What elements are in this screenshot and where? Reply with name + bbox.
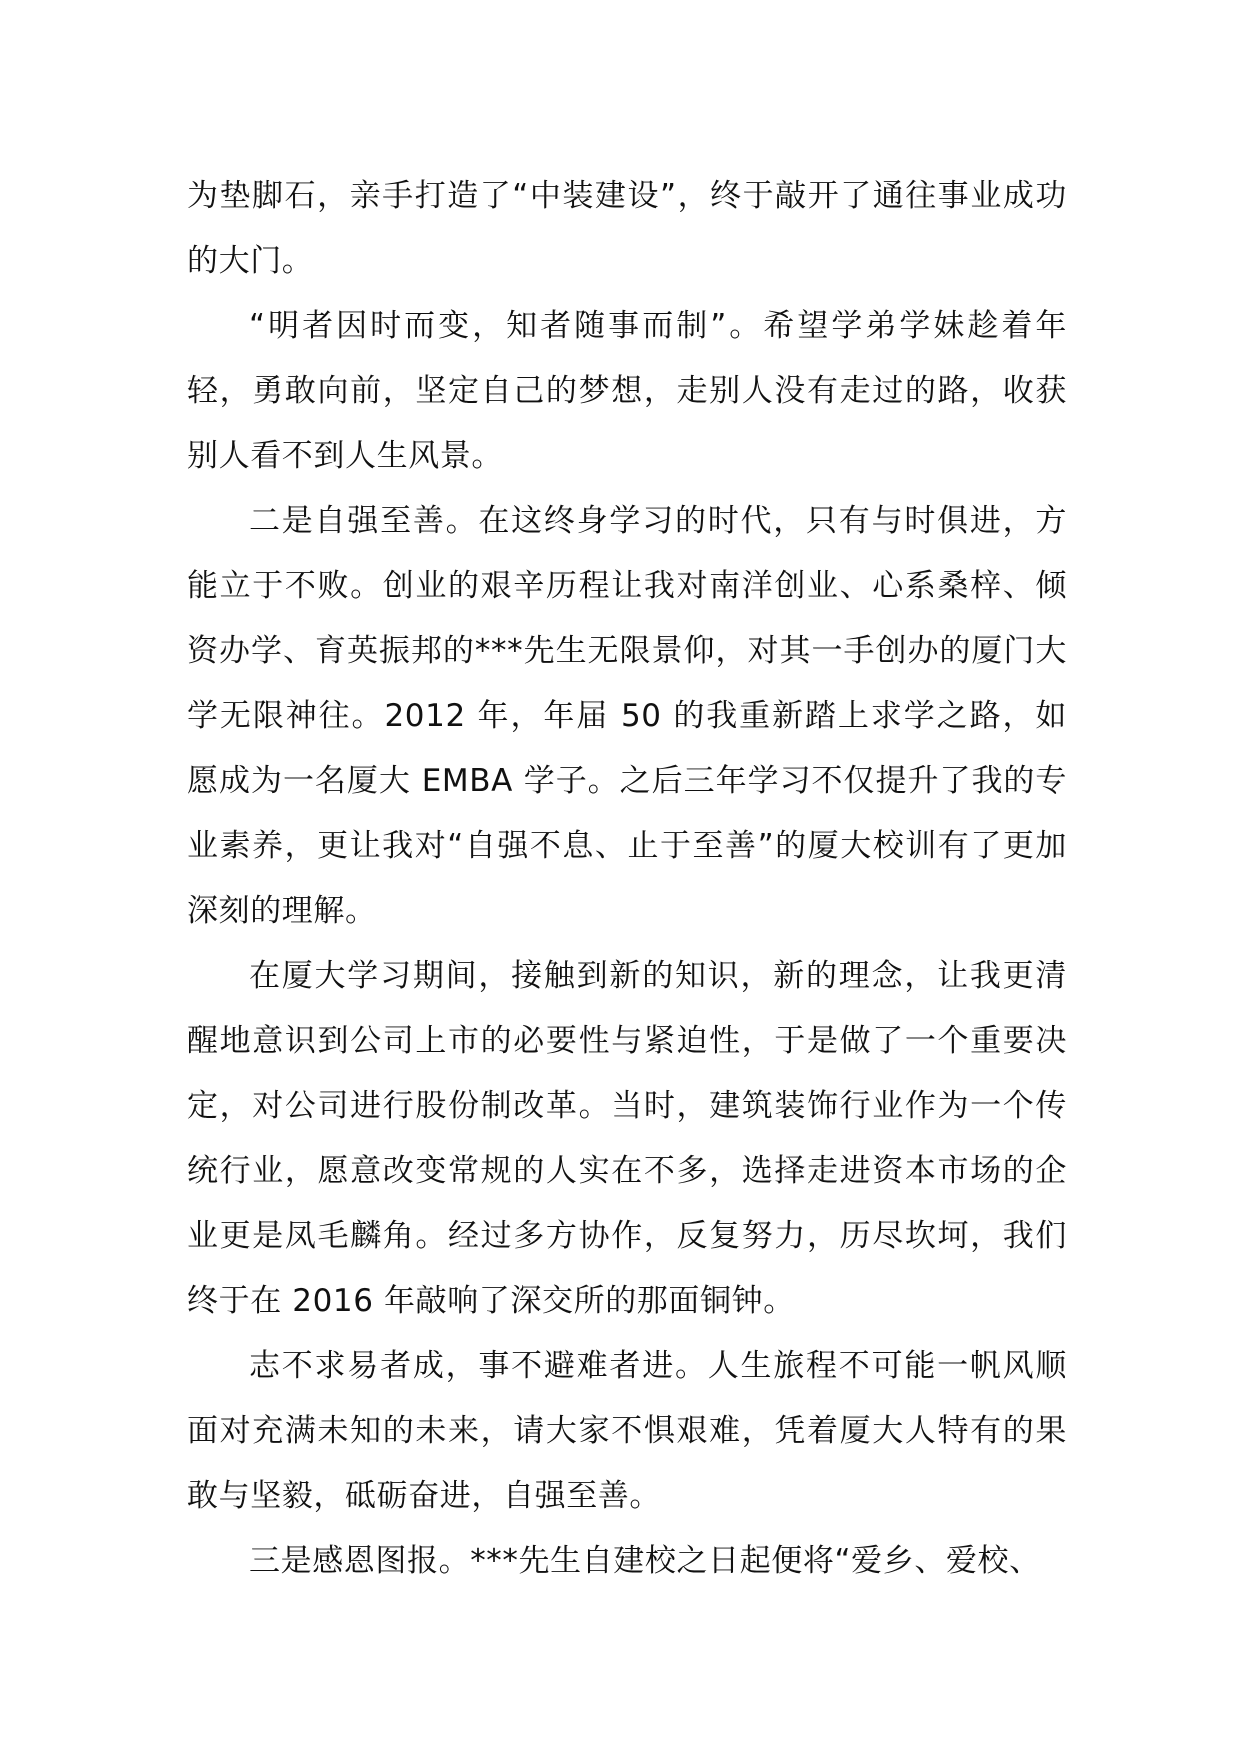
paragraph-quote: “明者因时而变，知者随事而制”。希望学弟学妹趁着年轻，勇敢向前，坚定自己的梦想，走别人没有走过的路，收获别人看不到人生风景。 (187, 308, 1067, 474)
paragraph-continuation: 为垫脚石，亲手打造了“中装建设”，终于敲开了通往事业成功的大门。 (187, 178, 1067, 279)
paragraph-gratitude: 三是感恩图报。***先生自建校之日起便将“爱乡、爱校、 (249, 1543, 1041, 1579)
paragraph-self-improvement: 二是自强至善。在这终身学习的时代，只有与时俱进，方能立于不败。创业的艰辛历程让我对南洋创业、心系桑梓、倾资办学、育英振邦的***先生无限景仰，对其一手创办的厦门大学无限神往。2012 年，年届 50 的我重新踏上求学之路，如愿成为一名厦大 EMBA 学子。之后三年学习不仅提升了我的专业素养，更让我对“自强不息、止于至善”的厦大校训有了更加深刻的理解。 (187, 503, 1067, 929)
document-body (187, 164, 1067, 1594)
paragraph-encouragement: 志不求易者成，事不避难者进。人生旅程不可能一帆风顺面对充满未知的未来，请大家不惧艰难，凭着厦大人特有的果敢与坚毅，砥砺奋进，自强至善。 (187, 1348, 1067, 1514)
paragraph-ipo: 在厦大学习期间，接触到新的知识，新的理念，让我更清醒地意识到公司上市的必要性与紧迫性，于是做了一个重要决定，对公司进行股份制改革。当时，建筑装饰行业作为一个传统行业，愿意改变常规的人实在不多，选择走进资本市场的企业更是凤毛麟角。经过多方协作，反复努力，历尽坎坷，我们终于在 2016 年敲响了深交所的那面铜钟。 (187, 958, 1067, 1319)
